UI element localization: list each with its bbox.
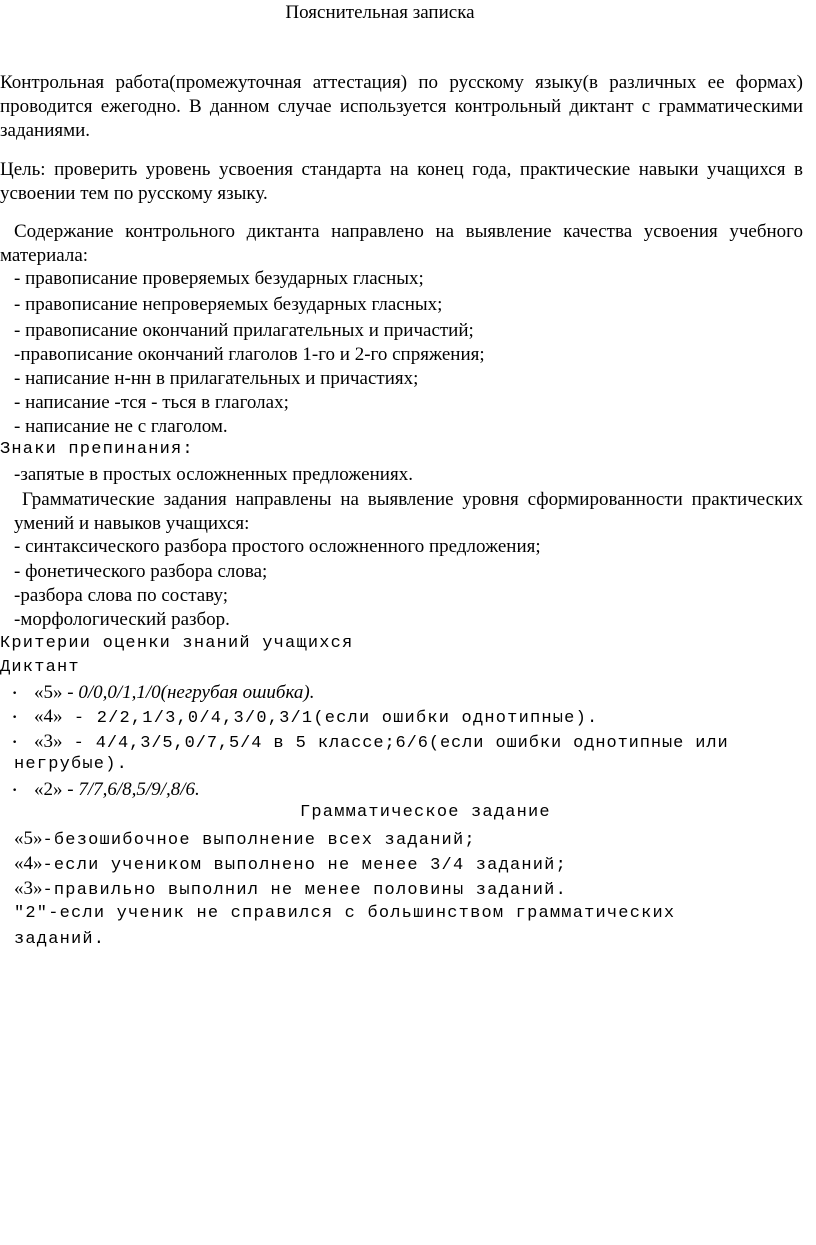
page-title: Пояснительная записка [285, 2, 475, 23]
criterion-text: - 7/7,6/8,5/9/,8/6. [62, 779, 200, 800]
grammar-item: - фонетического разбора слова; [14, 561, 268, 582]
grammar-item: -морфологический разбор. [14, 609, 230, 630]
criterion-continuation: негрубые). [14, 755, 129, 774]
bullet-icon: • [12, 689, 18, 700]
criterion-text: - 4/4,3/5,0/7,5/4 в 5 классе;6/6(если ошибки однотипные или [62, 734, 729, 753]
intro-paragraph: Контрольная работа(промежуточная аттестация) по русскому языку(в различных ее формах) проводится ежегодно. В данном случае используется контрольный диктант с грамматическими заданиями. [0, 72, 803, 141]
criterion-continuation: заданий. [14, 930, 106, 949]
grammar-intro-paragraph: Грамматические задания направлены на выявление уровня сформированности практических умений и навыков учащихся: [14, 489, 803, 534]
grade-label: «3» [34, 731, 63, 752]
bullet-icon: • [12, 786, 18, 797]
grade-label: «5» [14, 828, 43, 849]
grammar-item: -разбора слова по составу; [14, 585, 229, 606]
content-item: -правописание окончаний глаголов 1-го и 2-го спряжения; [14, 344, 485, 365]
grammar-criterion-4 [14, 853, 567, 875]
grade-label: «4» [14, 853, 43, 874]
grade-label: «5» [34, 682, 63, 703]
grade-label: «3» [14, 878, 43, 899]
dictation-heading: Диктант [0, 658, 80, 677]
goal-paragraph: Цель: проверить уровень усвоения стандарта на конец года, практические навыки учащихся в усвоении тем по русскому языку. [0, 159, 803, 204]
grade-label: "2" [14, 904, 49, 923]
criteria-heading: Критерии оценки знаний учащихся [0, 634, 354, 653]
grammar-criterion-5 [14, 828, 476, 850]
grade-label: «2» [34, 779, 63, 800]
dictation-criterion-2 [12, 779, 200, 801]
content-item: - написание н-нн в прилагательных и причастиях; [14, 368, 419, 389]
criterion-text: - 2/2,1/3,0/4,3/0,3/1(если ошибки однотипные). [62, 709, 599, 728]
dictation-criterion-4 [12, 706, 598, 728]
bullet-icon: • [12, 713, 18, 724]
grammar-item: - синтаксического разбора простого осложненного предложения; [14, 536, 541, 557]
grade-label: «4» [34, 706, 63, 727]
content-item: - правописание проверяемых безударных гласных; [14, 268, 424, 289]
grammar-task-heading: Грамматическое задание [300, 803, 551, 822]
punctuation-heading: Знаки препинания: [0, 440, 194, 459]
grammar-criterion-2 [14, 904, 675, 923]
content-item: - написание не с глаголом. [14, 416, 228, 437]
content-item: - написание -тся - ться в глаголах; [14, 392, 289, 413]
criterion-text: -если ученик не справился с большинством грамматических [48, 904, 676, 923]
punctuation-item: -запятые в простых осложненных предложениях. [14, 464, 413, 485]
content-item: - правописание окончаний прилагательных и причастий; [14, 320, 474, 341]
content-intro-paragraph: Содержание контрольного диктанта направлено на выявление качества усвоения учебного материала: [0, 221, 803, 266]
criterion-text: -безошибочное выполнение всех заданий; [42, 831, 476, 850]
bullet-icon: • [12, 738, 18, 749]
grammar-criterion-3 [14, 878, 567, 900]
criterion-text: -если учеником выполнено не менее 3/4 заданий; [42, 856, 567, 875]
criterion-text: -правильно выполнил не менее половины заданий. [42, 881, 567, 900]
dictation-criterion-3 [12, 731, 729, 753]
dictation-criterion-5 [12, 682, 314, 704]
content-item: - правописание непроверяемых безударных гласных; [14, 294, 443, 315]
criterion-text: - 0/0,0/1,1/0(негрубая ошибка). [62, 682, 315, 703]
